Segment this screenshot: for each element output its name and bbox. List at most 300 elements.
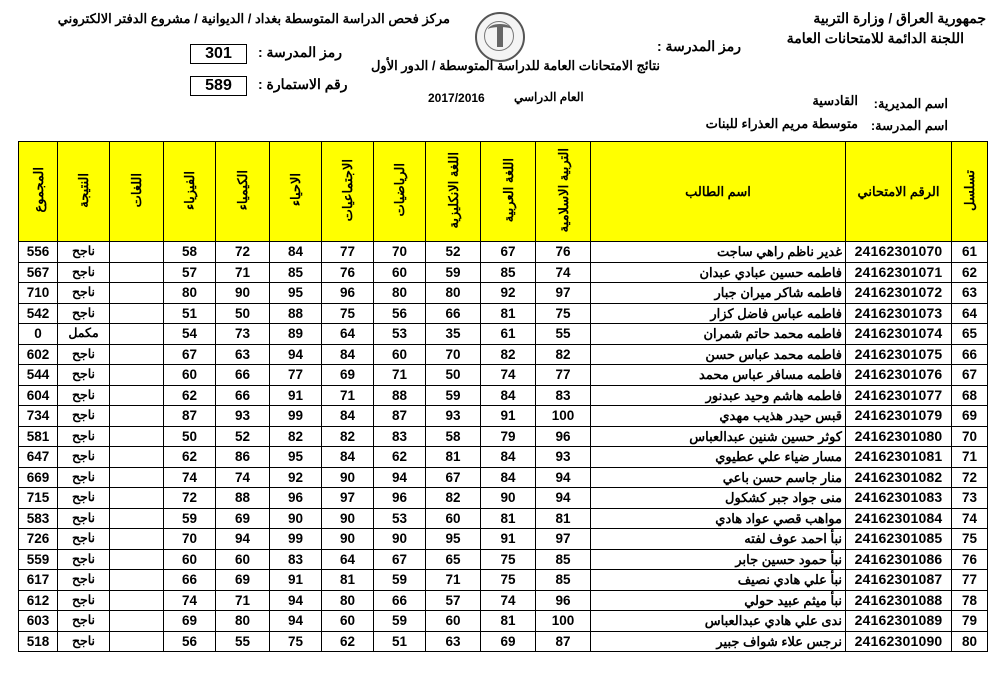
cell-result: ناجح <box>58 590 110 611</box>
cell-name: منار جاسم حسن باعي <box>591 467 846 488</box>
cell-physics: 74 <box>164 467 216 488</box>
cell-total: 0 <box>19 324 58 345</box>
cell-languages <box>110 611 164 632</box>
results-title: نتائج الامتحانات العامة للدراسة المتوسطة / الدور الأول <box>370 58 660 73</box>
cell-chemistry: 69 <box>216 570 270 591</box>
cell-islamic: 93 <box>536 447 591 468</box>
cell-math: 59 <box>374 611 426 632</box>
cell-result: ناجح <box>58 447 110 468</box>
cell-serial: 75 <box>952 529 988 550</box>
cell-result: ناجح <box>58 549 110 570</box>
cell-islamic: 74 <box>536 262 591 283</box>
cell-physics: 50 <box>164 426 216 447</box>
table-row <box>19 426 988 447</box>
col-exam-no: الرقم الامتحاني <box>846 142 952 242</box>
cell-biology: 91 <box>270 570 322 591</box>
table-row <box>19 365 988 386</box>
cell-exam-no: 24162301089 <box>846 611 952 632</box>
cell-arabic: 69 <box>481 631 536 652</box>
cell-languages <box>110 570 164 591</box>
cell-social: 64 <box>322 324 374 345</box>
table-row <box>19 570 988 591</box>
cell-exam-no: 24162301075 <box>846 344 952 365</box>
table-row <box>19 611 988 632</box>
cell-exam-no: 24162301081 <box>846 447 952 468</box>
cell-chemistry: 72 <box>216 242 270 263</box>
cell-islamic: 83 <box>536 385 591 406</box>
cell-physics: 72 <box>164 488 216 509</box>
cell-english: 58 <box>426 426 481 447</box>
cell-social: 81 <box>322 570 374 591</box>
cell-total: 710 <box>19 283 58 304</box>
table-row <box>19 242 988 263</box>
col-arabic: اللغة العربية <box>481 142 536 242</box>
cell-chemistry: 94 <box>216 529 270 550</box>
cell-result: ناجح <box>58 303 110 324</box>
cell-arabic: 84 <box>481 385 536 406</box>
cell-name: مواهب قصي عواد هادي <box>591 508 846 529</box>
cell-physics: 59 <box>164 508 216 529</box>
cell-biology: 89 <box>270 324 322 345</box>
cell-islamic: 82 <box>536 344 591 365</box>
cell-exam-no: 24162301082 <box>846 467 952 488</box>
directorate-label: اسم المديرية: <box>873 96 948 111</box>
results-table <box>18 141 988 652</box>
cell-exam-no: 24162301073 <box>846 303 952 324</box>
cell-exam-no: 24162301072 <box>846 283 952 304</box>
cell-chemistry: 55 <box>216 631 270 652</box>
cell-biology: 75 <box>270 631 322 652</box>
cell-math: 62 <box>374 447 426 468</box>
cell-languages <box>110 406 164 427</box>
cell-name: فاطمه هاشم وحيد عبدنور <box>591 385 846 406</box>
cell-result: ناجح <box>58 365 110 386</box>
cell-total: 726 <box>19 529 58 550</box>
cell-serial: 80 <box>952 631 988 652</box>
col-physics: الفيزياء <box>164 142 216 242</box>
cell-total: 581 <box>19 426 58 447</box>
cell-serial: 66 <box>952 344 988 365</box>
cell-english: 60 <box>426 611 481 632</box>
cell-math: 80 <box>374 283 426 304</box>
cell-result: ناجح <box>58 242 110 263</box>
cell-total: 715 <box>19 488 58 509</box>
cell-english: 93 <box>426 406 481 427</box>
cell-english: 81 <box>426 447 481 468</box>
cell-math: 87 <box>374 406 426 427</box>
cell-arabic: 90 <box>481 488 536 509</box>
col-biology: الاحياء <box>270 142 322 242</box>
cell-math: 70 <box>374 242 426 263</box>
cell-exam-no: 24162301085 <box>846 529 952 550</box>
cell-name: نرجس علاء شواف جبير <box>591 631 846 652</box>
cell-languages <box>110 262 164 283</box>
cell-result: ناجح <box>58 426 110 447</box>
cell-islamic: 77 <box>536 365 591 386</box>
col-name: اسم الطالب <box>591 142 846 242</box>
cell-arabic: 79 <box>481 426 536 447</box>
cell-chemistry: 66 <box>216 385 270 406</box>
table-row <box>19 303 988 324</box>
cell-islamic: 55 <box>536 324 591 345</box>
cell-languages <box>110 385 164 406</box>
school-label: اسم المدرسة: <box>870 118 948 133</box>
table-row <box>19 529 988 550</box>
cell-english: 70 <box>426 344 481 365</box>
cell-math: 56 <box>374 303 426 324</box>
cell-social: 75 <box>322 303 374 324</box>
cell-chemistry: 60 <box>216 549 270 570</box>
cell-result: ناجح <box>58 283 110 304</box>
cell-result: ناجح <box>58 529 110 550</box>
cell-english: 50 <box>426 365 481 386</box>
academic-year-label: العام الدراسي <box>514 90 584 104</box>
cell-islamic: 94 <box>536 467 591 488</box>
cell-physics: 66 <box>164 570 216 591</box>
cell-serial: 79 <box>952 611 988 632</box>
school-code-label: رمز المدرسة : <box>258 44 343 60</box>
cell-exam-no: 24162301071 <box>846 262 952 283</box>
academic-year-value: 2017/2016 <box>428 91 485 105</box>
cell-social: 82 <box>322 426 374 447</box>
cell-name: فاطمه محمد عباس حسن <box>591 344 846 365</box>
col-languages: اللغات <box>110 142 164 242</box>
table-row <box>19 344 988 365</box>
cell-total: 518 <box>19 631 58 652</box>
cell-social: 71 <box>322 385 374 406</box>
cell-islamic: 100 <box>536 406 591 427</box>
col-serial: تسلسل <box>952 142 988 242</box>
cell-exam-no: 24162301076 <box>846 365 952 386</box>
cell-exam-no: 24162301074 <box>846 324 952 345</box>
cell-biology: 95 <box>270 447 322 468</box>
cell-math: 53 <box>374 508 426 529</box>
cell-english: 35 <box>426 324 481 345</box>
cell-math: 66 <box>374 590 426 611</box>
cell-islamic: 96 <box>536 590 591 611</box>
ministry-line: جمهورية العراق / وزارة التربية <box>813 10 986 26</box>
cell-biology: 99 <box>270 406 322 427</box>
table-row <box>19 447 988 468</box>
cell-result: ناجح <box>58 488 110 509</box>
cell-name: فاطمه محمد حاتم شمران <box>591 324 846 345</box>
cell-result: ناجح <box>58 262 110 283</box>
cell-languages <box>110 283 164 304</box>
cell-languages <box>110 447 164 468</box>
cell-total: 604 <box>19 385 58 406</box>
cell-total: 556 <box>19 242 58 263</box>
cell-languages <box>110 508 164 529</box>
table-row <box>19 488 988 509</box>
cell-name: كوثر حسين شنين عبدالعباس <box>591 426 846 447</box>
cell-biology: 99 <box>270 529 322 550</box>
table-row <box>19 262 988 283</box>
cell-islamic: 97 <box>536 283 591 304</box>
cell-chemistry: 88 <box>216 488 270 509</box>
cell-serial: 78 <box>952 590 988 611</box>
cell-serial: 63 <box>952 283 988 304</box>
table-row <box>19 631 988 652</box>
cell-math: 60 <box>374 344 426 365</box>
cell-math: 53 <box>374 324 426 345</box>
cell-social: 64 <box>322 549 374 570</box>
cell-exam-no: 24162301088 <box>846 590 952 611</box>
cell-social: 90 <box>322 529 374 550</box>
cell-islamic: 94 <box>536 488 591 509</box>
cell-name: فاطمه حسين عبادي عبدان <box>591 262 846 283</box>
cell-math: 96 <box>374 488 426 509</box>
cell-name: مسار ضياء علي عطيوي <box>591 447 846 468</box>
cell-physics: 69 <box>164 611 216 632</box>
cell-result: ناجح <box>58 611 110 632</box>
cell-english: 65 <box>426 549 481 570</box>
cell-exam-no: 24162301084 <box>846 508 952 529</box>
cell-physics: 74 <box>164 590 216 611</box>
cell-biology: 95 <box>270 283 322 304</box>
cell-result: ناجح <box>58 406 110 427</box>
school-code-label: رمز المدرسة : <box>657 38 742 54</box>
cell-islamic: 96 <box>536 426 591 447</box>
cell-chemistry: 86 <box>216 447 270 468</box>
cell-result: ناجح <box>58 570 110 591</box>
cell-biology: 94 <box>270 611 322 632</box>
col-result: النتيجة <box>58 142 110 242</box>
cell-math: 59 <box>374 570 426 591</box>
cell-arabic: 91 <box>481 529 536 550</box>
cell-serial: 67 <box>952 365 988 386</box>
cell-social: 60 <box>322 611 374 632</box>
cell-physics: 54 <box>164 324 216 345</box>
cell-name: قبس حيدر هذيب مهدي <box>591 406 846 427</box>
cell-math: 67 <box>374 549 426 570</box>
cell-serial: 69 <box>952 406 988 427</box>
cell-name: نبأ حمود حسين جابر <box>591 549 846 570</box>
cell-serial: 68 <box>952 385 988 406</box>
cell-math: 60 <box>374 262 426 283</box>
cell-social: 62 <box>322 631 374 652</box>
cell-biology: 84 <box>270 242 322 263</box>
cell-chemistry: 90 <box>216 283 270 304</box>
table-row <box>19 385 988 406</box>
cell-arabic: 61 <box>481 324 536 345</box>
cell-exam-no: 24162301070 <box>846 242 952 263</box>
cell-serial: 77 <box>952 570 988 591</box>
cell-name: نبأ احمد عوف لفته <box>591 529 846 550</box>
cell-languages <box>110 549 164 570</box>
cell-english: 57 <box>426 590 481 611</box>
cell-result: ناجح <box>58 508 110 529</box>
cell-arabic: 75 <box>481 549 536 570</box>
cell-islamic: 97 <box>536 529 591 550</box>
cell-social: 84 <box>322 406 374 427</box>
cell-social: 90 <box>322 508 374 529</box>
directorate-value: القادسية <box>812 93 858 108</box>
cell-languages <box>110 344 164 365</box>
cell-total: 647 <box>19 447 58 468</box>
cell-serial: 71 <box>952 447 988 468</box>
cell-exam-no: 24162301079 <box>846 406 952 427</box>
cell-arabic: 74 <box>481 365 536 386</box>
cell-chemistry: 50 <box>216 303 270 324</box>
cell-physics: 56 <box>164 631 216 652</box>
cell-serial: 65 <box>952 324 988 345</box>
cell-exam-no: 24162301080 <box>846 426 952 447</box>
cell-name: منى جواد جبر كشكول <box>591 488 846 509</box>
cell-total: 567 <box>19 262 58 283</box>
cell-math: 51 <box>374 631 426 652</box>
table-row <box>19 406 988 427</box>
col-social: الاجتماعيات <box>322 142 374 242</box>
cell-english: 63 <box>426 631 481 652</box>
cell-result: مكمل <box>58 324 110 345</box>
cell-biology: 96 <box>270 488 322 509</box>
cell-chemistry: 71 <box>216 262 270 283</box>
cell-result: ناجح <box>58 385 110 406</box>
cell-biology: 85 <box>270 262 322 283</box>
cell-languages <box>110 488 164 509</box>
cell-serial: 73 <box>952 488 988 509</box>
cell-languages <box>110 426 164 447</box>
cell-arabic: 75 <box>481 570 536 591</box>
col-islamic: التربية الاسلامية <box>536 142 591 242</box>
cell-english: 59 <box>426 385 481 406</box>
cell-languages <box>110 365 164 386</box>
cell-physics: 57 <box>164 262 216 283</box>
cell-islamic: 81 <box>536 508 591 529</box>
cell-name: نبأ ميثم عبيد حولي <box>591 590 846 611</box>
cell-result: ناجح <box>58 631 110 652</box>
cell-physics: 87 <box>164 406 216 427</box>
cell-biology: 94 <box>270 344 322 365</box>
cell-name: فاطمه مسافر عباس محمد <box>591 365 846 386</box>
cell-english: 95 <box>426 529 481 550</box>
cell-total: 603 <box>19 611 58 632</box>
cell-math: 83 <box>374 426 426 447</box>
table-header-row <box>19 142 988 242</box>
cell-arabic: 67 <box>481 242 536 263</box>
school-code-box: 301 <box>190 44 247 64</box>
cell-chemistry: 52 <box>216 426 270 447</box>
cell-languages <box>110 590 164 611</box>
cell-total: 612 <box>19 590 58 611</box>
cell-languages <box>110 529 164 550</box>
committee-line: اللجنة الدائمة للامتحانات العامة <box>786 30 964 46</box>
cell-physics: 67 <box>164 344 216 365</box>
cell-arabic: 74 <box>481 590 536 611</box>
cell-name: ندى علي هادي عبدالعباس <box>591 611 846 632</box>
cell-arabic: 82 <box>481 344 536 365</box>
cell-total: 559 <box>19 549 58 570</box>
ministry-seal-logo <box>475 12 525 62</box>
cell-arabic: 81 <box>481 303 536 324</box>
table-row <box>19 508 988 529</box>
cell-chemistry: 66 <box>216 365 270 386</box>
cell-math: 88 <box>374 385 426 406</box>
cell-total: 602 <box>19 344 58 365</box>
col-english: اللغة الانكليزية <box>426 142 481 242</box>
cell-social: 84 <box>322 447 374 468</box>
cell-math: 71 <box>374 365 426 386</box>
cell-name: غدير ناظم راهي ساجت <box>591 242 846 263</box>
cell-total: 734 <box>19 406 58 427</box>
cell-arabic: 84 <box>481 467 536 488</box>
cell-english: 67 <box>426 467 481 488</box>
cell-chemistry: 71 <box>216 590 270 611</box>
cell-english: 80 <box>426 283 481 304</box>
cell-islamic: 76 <box>536 242 591 263</box>
cell-languages <box>110 467 164 488</box>
form-no-box: 589 <box>190 76 247 96</box>
cell-chemistry: 80 <box>216 611 270 632</box>
form-no-label: رقم الاستمارة : <box>258 76 348 92</box>
cell-total: 583 <box>19 508 58 529</box>
cell-biology: 83 <box>270 549 322 570</box>
cell-islamic: 100 <box>536 611 591 632</box>
cell-english: 66 <box>426 303 481 324</box>
cell-result: ناجح <box>58 344 110 365</box>
cell-chemistry: 74 <box>216 467 270 488</box>
cell-english: 59 <box>426 262 481 283</box>
cell-languages <box>110 631 164 652</box>
cell-arabic: 81 <box>481 508 536 529</box>
cell-biology: 94 <box>270 590 322 611</box>
table-row <box>19 590 988 611</box>
cell-physics: 62 <box>164 385 216 406</box>
cell-serial: 74 <box>952 508 988 529</box>
cell-islamic: 75 <box>536 303 591 324</box>
table-row <box>19 549 988 570</box>
cell-english: 52 <box>426 242 481 263</box>
cell-social: 96 <box>322 283 374 304</box>
table-row <box>19 283 988 304</box>
cell-exam-no: 24162301086 <box>846 549 952 570</box>
cell-english: 60 <box>426 508 481 529</box>
cell-biology: 77 <box>270 365 322 386</box>
cell-physics: 60 <box>164 365 216 386</box>
cell-serial: 72 <box>952 467 988 488</box>
cell-chemistry: 73 <box>216 324 270 345</box>
col-chemistry: الكيمياء <box>216 142 270 242</box>
cell-biology: 92 <box>270 467 322 488</box>
table-row <box>19 324 988 345</box>
table-row <box>19 467 988 488</box>
cell-exam-no: 24162301077 <box>846 385 952 406</box>
cell-exam-no: 24162301087 <box>846 570 952 591</box>
col-total: المجموع <box>19 142 58 242</box>
cell-islamic: 85 <box>536 570 591 591</box>
cell-social: 69 <box>322 365 374 386</box>
center-line: مركز فحص الدراسة المتوسطة بغداد / الديوانية / مشروع الدفتر الالكتروني <box>57 11 450 26</box>
cell-total: 544 <box>19 365 58 386</box>
cell-physics: 51 <box>164 303 216 324</box>
cell-islamic: 87 <box>536 631 591 652</box>
cell-languages <box>110 242 164 263</box>
cell-serial: 76 <box>952 549 988 570</box>
cell-physics: 80 <box>164 283 216 304</box>
cell-total: 617 <box>19 570 58 591</box>
cell-chemistry: 93 <box>216 406 270 427</box>
cell-social: 77 <box>322 242 374 263</box>
cell-arabic: 81 <box>481 611 536 632</box>
cell-arabic: 92 <box>481 283 536 304</box>
cell-serial: 64 <box>952 303 988 324</box>
cell-arabic: 84 <box>481 447 536 468</box>
cell-serial: 70 <box>952 426 988 447</box>
cell-biology: 88 <box>270 303 322 324</box>
cell-physics: 60 <box>164 549 216 570</box>
cell-biology: 90 <box>270 508 322 529</box>
cell-physics: 70 <box>164 529 216 550</box>
